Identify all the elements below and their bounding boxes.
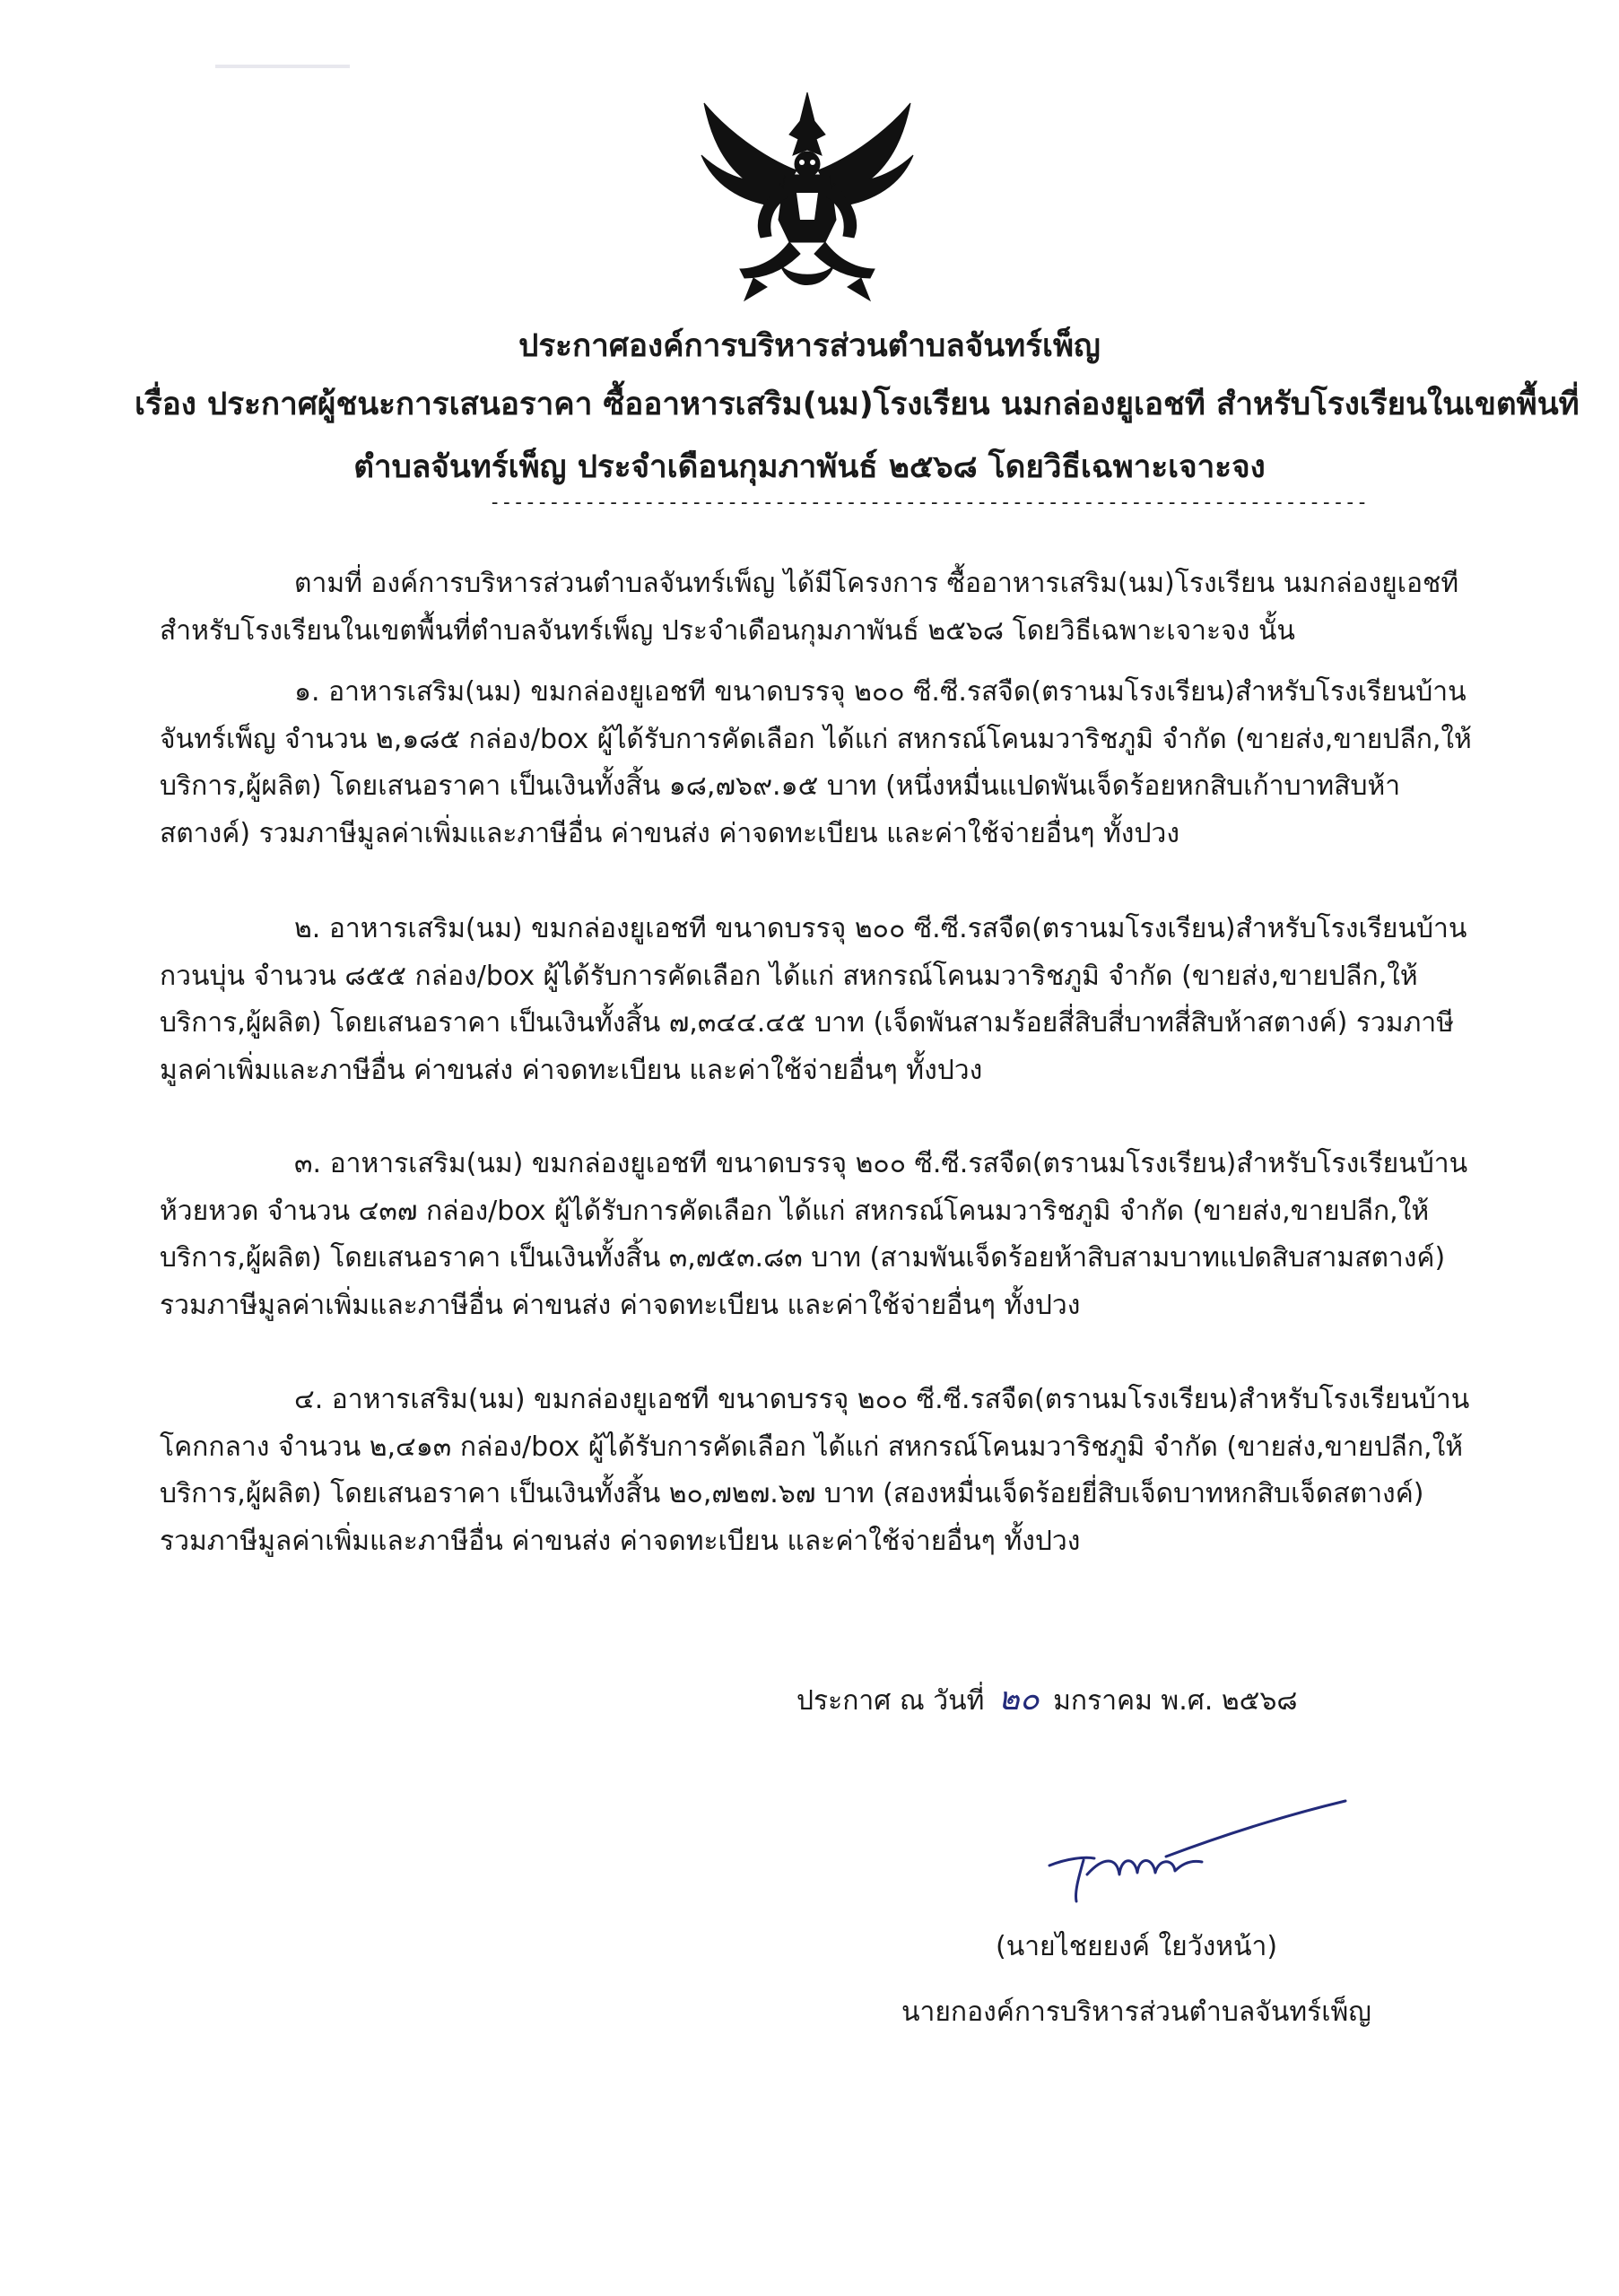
award-item-line: ๒. อาหารเสริม(นม) ขมกล่องยูเอชที ขนาดบรรจุ ๒๐๐ ซี.ซี.รสจืด(ตรานมโรงเรียน)สำหรับโรงเรียนบ้าน <box>294 913 1467 944</box>
award-item <box>160 1141 1468 1329</box>
subject-line-2: ตำบลจันทร์เพ็ญ ประจำเดือนกุมภาพันธ์ ๒๕๖๘ โดยวิธีเฉพาะเจาะจง <box>353 449 1266 485</box>
divider: -------------------------------------------------------------------------- <box>489 491 1369 514</box>
subject-line-1: เรื่อง ประกาศผู้ชนะการเสนอราคา ซื้ออาหารเสริม(นม)โรงเรียน นมกล่องยูเอชที สำหรับโรงเรียนในเขตพื้นที่ <box>135 387 1580 422</box>
signature-image <box>1031 1794 1354 1910</box>
award-item-line: รวมภาษีมูลค่าเพิ่มและภาษีอื่น ค่าขนส่ง ค่าจดทะเบียน และค่าใช้จ่ายอื่นๆ ทั้งปวง <box>160 1525 1081 1557</box>
intro-line: สำหรับโรงเรียนในเขตพื้นที่ตำบลจันทร์เพ็ญ ประจำเดือนกุมภาพันธ์ ๒๕๖๘ โดยวิธีเฉพาะเจาะจง นั้น <box>160 614 1295 647</box>
scan-artifact <box>215 65 350 68</box>
award-item-line: มูลค่าเพิ่มและภาษีอื่น ค่าขนส่ง ค่าจดทะเบียน และค่าใช้จ่ายอื่นๆ ทั้งปวง <box>160 1054 983 1086</box>
intro-paragraph <box>160 561 1459 655</box>
award-item-line: ห้วยหวด จำนวน ๔๓๗ กล่อง/box ผู้ได้รับการคัดเลือก ได้แก่ สหกรณ์โคนมวาริชภูมิ จำกัด (ขายส่ง,ขายปลีก,ให้ <box>160 1195 1430 1227</box>
award-item-line: โคกกลาง จำนวน ๒,๔๑๓ กล่อง/box ผู้ได้รับการคัดเลือก ได้แก่ สหกรณ์โคนมวาริชภูมิ จำกัด (ขายส่ง,ขายปลีก,ให้ <box>160 1431 1464 1463</box>
award-item-line: กวนบุ่น จำนวน ๘๕๕ กล่อง/box ผู้ได้รับการคัดเลือก ได้แก่ สหกรณ์โคนมวาริชภูมิ จำกัด (ขายส่ง,ขายปลีก,ให้ <box>160 960 1418 992</box>
date-day-handwritten: ๒๐ <box>997 1681 1040 1718</box>
intro-line: ตามที่ องค์การบริหารส่วนตำบลจันทร์เพ็ญ ได้มีโครงการ ซื้ออาหารเสริม(นม)โรงเรียน นมกล่องยูเอชที <box>294 568 1459 599</box>
award-item-line: บริการ,ผู้ผลิต) โดยเสนอราคา เป็นเงินทั้งสิ้น ๗,๓๔๔.๔๕ บาท (เจ็ดพันสามร้อยสี่สิบสี่บาทสี่สิบห้าสตางค์) รวมภาษี <box>160 1007 1455 1039</box>
award-item-line: บริการ,ผู้ผลิต) โดยเสนอราคา เป็นเงินทั้งสิ้น ๓,๗๕๓.๘๓ บาท (สามพันเจ็ดร้อยห้าสิบสามบาทแปดสิบสามสตางค์) <box>160 1242 1446 1274</box>
award-item-line: ๔. อาหารเสริม(นม) ขมกล่องยูเอชที ขนาดบรรจุ ๒๐๐ ซี.ซี.รสจืด(ตรานมโรงเรียน)สำหรับโรงเรียนบ้าน <box>294 1384 1470 1415</box>
date-suffix: มกราคม พ.ศ. ๒๕๖๘ <box>1053 1685 1298 1717</box>
award-item-line: ๑. อาหารเสริม(นม) ขมกล่องยูเอชที ขนาดบรรจุ ๒๐๐ ซี.ซี.รสจืด(ตรานมโรงเรียน)สำหรับโรงเรียนบ้าน <box>294 676 1467 708</box>
garuda-emblem-icon <box>691 85 924 309</box>
award-item-line: สตางค์) รวมภาษีมูลค่าเพิ่มและภาษีอื่น ค่าขนส่ง ค่าจดทะเบียน และค่าใช้จ่ายอื่นๆ ทั้งปวง <box>160 817 1179 849</box>
award-item <box>160 669 1472 857</box>
award-item-line: บริการ,ผู้ผลิต) โดยเสนอราคา เป็นเงินทั้งสิ้น ๒๐,๗๒๗.๖๗ บาท (สองหมื่นเจ็ดร้อยยี่สิบเจ็ดบาทหกสิบเจ็ดสตางค์) <box>160 1478 1424 1510</box>
signatory-name: (นายไชยยงค์ ใยวังหน้า) <box>996 1931 1278 1962</box>
announcement-date <box>796 1673 1298 1724</box>
award-item-line: ๓. อาหารเสริม(นม) ขมกล่องยูเอชที ขนาดบรรจุ ๒๐๐ ซี.ซี.รสจืด(ตรานมโรงเรียน)สำหรับโรงเรียนบ้าน <box>294 1148 1468 1179</box>
signatory-position: นายกองค์การบริหารส่วนตำบลจันทร์เพ็ญ <box>901 1996 1371 2028</box>
award-item <box>160 906 1467 1094</box>
announcement-title: ประกาศองค์การบริหารส่วนตำบลจันทร์เพ็ญ <box>518 328 1101 364</box>
award-item-line: รวมภาษีมูลค่าเพิ่มและภาษีอื่น ค่าขนส่ง ค่าจดทะเบียน และค่าใช้จ่ายอื่นๆ ทั้งปวง <box>160 1289 1081 1321</box>
award-item-line: จันทร์เพ็ญ จำนวน ๒,๑๘๕ กล่อง/box ผู้ได้รับการคัดเลือก ได้แก่ สหกรณ์โคนมวาริชภูมิ จำกัด (ขายส่ง,ขายปลีก,ให้ <box>160 723 1472 755</box>
date-prefix: ประกาศ ณ วันที่ <box>796 1685 985 1717</box>
award-item-line: บริการ,ผู้ผลิต) โดยเสนอราคา เป็นเงินทั้งสิ้น ๑๘,๗๖๙.๑๕ บาท (หนึ่งหมื่นแปดพันเจ็ดร้อยหกสิบเก้าบาทสิบห้า <box>160 770 1401 803</box>
award-item <box>160 1377 1470 1565</box>
